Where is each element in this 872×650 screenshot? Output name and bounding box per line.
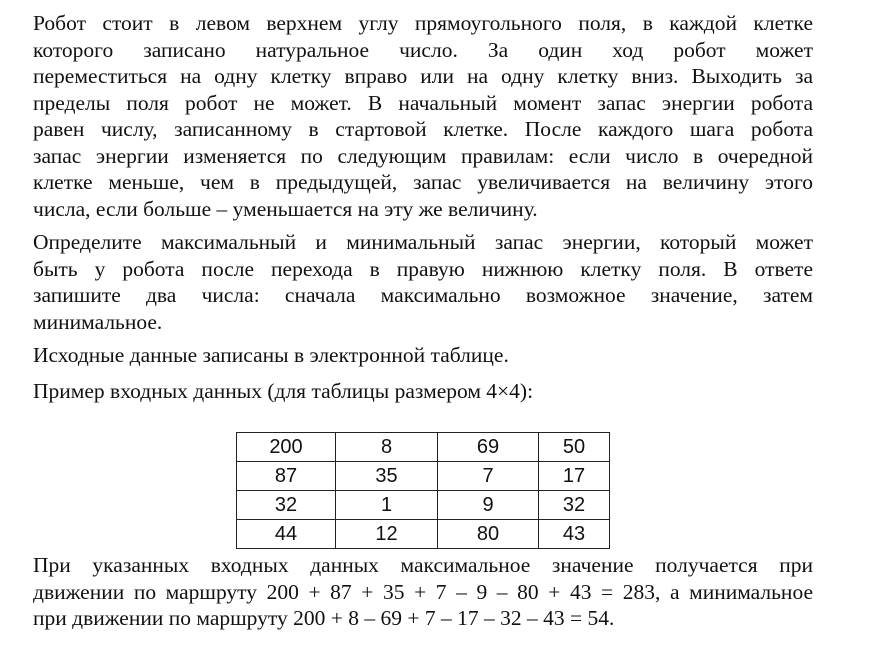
- table-cell: 35: [336, 462, 438, 491]
- text-line: Определите максимальный и минимальный запас энергии, который может: [33, 230, 813, 254]
- table-cell: 9: [438, 491, 539, 520]
- table-cell: 69: [438, 433, 539, 462]
- text-line: Робот стоит в левом верхнем углу прямоугольного поля, в каждой клетке: [33, 11, 813, 35]
- problem-paragraph-example-caption: [33, 378, 813, 405]
- table-row: [237, 520, 610, 549]
- text-line: пределы поля робот не может. В начальный момент запас энергии робота: [33, 90, 813, 115]
- table-row: [237, 462, 610, 491]
- table-cell: 87: [237, 462, 336, 491]
- example-table: [236, 432, 610, 549]
- problem-text: [33, 10, 813, 408]
- problem-paragraph-task: [33, 229, 813, 335]
- table-cell: 200: [237, 433, 336, 462]
- table-cell: 50: [539, 433, 610, 462]
- problem-paragraph-example-answer: [33, 552, 813, 632]
- table-cell: 8: [336, 433, 438, 462]
- table-cell: 80: [438, 520, 539, 549]
- table-cell: 17: [539, 462, 610, 491]
- table-cell: 32: [539, 491, 610, 520]
- table-cell: 32: [237, 491, 336, 520]
- table-row: [237, 491, 610, 520]
- text-line: При указанных входных данных максимальное значение получается при: [33, 553, 813, 577]
- text-line: равен числу, записанному в стартовой клетке. После каждого шага робота: [33, 117, 813, 141]
- table-cell: 12: [336, 520, 438, 549]
- text-line: минимальное.: [33, 309, 163, 334]
- table-cell: 7: [438, 462, 539, 491]
- table-cell: 1: [336, 491, 438, 520]
- example-explanation: [33, 552, 813, 632]
- problem-paragraph-conditions: [33, 10, 813, 222]
- table-row: [237, 433, 610, 462]
- text-line: числа, если больше – уменьшается на эту же величину.: [33, 196, 538, 221]
- text-line: движении по маршруту 200 + 87 + 35 + 7 – 9 – 80 + 43 = 283, а минимальное: [33, 579, 813, 604]
- example-table-wrapper: [236, 432, 610, 549]
- text-line: запишите два числа: сначала максимально возможное значение, затем: [33, 283, 813, 307]
- text-line: клетке меньше, чем в предыдущей, запас увеличивается на величину этого: [33, 170, 813, 194]
- table-cell: 44: [237, 520, 336, 549]
- text-line: Пример входных данных (для таблицы размером 4×4):: [33, 378, 534, 403]
- text-line: переместиться на одну клетку вправо или на одну клетку вниз. Выходить за: [33, 64, 813, 88]
- text-line: которого записано натуральное число. За один ход робот может: [33, 37, 813, 62]
- table-cell: 43: [539, 520, 610, 549]
- text-line: Исходные данные записаны в электронной таблице.: [33, 343, 509, 367]
- problem-paragraph-source: [33, 342, 813, 369]
- text-line: при движении по маршруту 200 + 8 – 69 + 7 – 17 – 32 – 43 = 54.: [33, 606, 615, 630]
- text-line: быть у робота после перехода в правую нижнюю клетку поля. В ответе: [33, 256, 813, 281]
- text-line: запас энергии изменяется по следующим правилам: если число в очередной: [33, 143, 813, 168]
